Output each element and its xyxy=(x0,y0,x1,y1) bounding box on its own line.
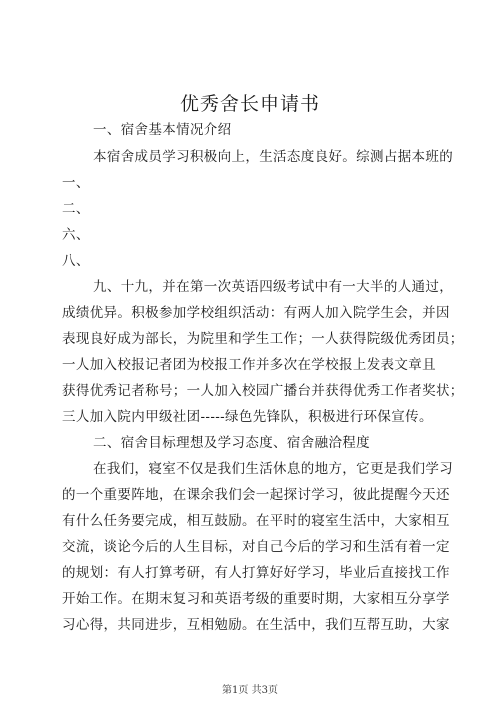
paragraph-line: 的规划：有人打算考研，有人打算好好学习，毕业后直接找工作 xyxy=(62,565,450,581)
paragraph-line: 一人加入校报记者团为校报工作并多次在学校报上发表文章且 xyxy=(62,357,436,373)
paragraph-line: 开始工作。在期末复习和英语考级的重要时期，大家相互分享学 xyxy=(62,591,450,607)
paragraph-line: 习心得，共同进步，互相勉励。在生活中，我们互帮互助，大家 xyxy=(62,617,450,633)
paragraph-line: 六、 xyxy=(62,227,90,243)
paragraph-line: 二、 xyxy=(62,201,90,217)
paragraph-line: 一、 xyxy=(62,175,90,191)
paragraph-line: 在我们，寝室不仅是我们生活休息的地方，它更是我们学习 xyxy=(93,461,454,477)
paragraph-line: 的一个重要阵地，在课余我们会一起探讨学习，彼此提醒今天还 xyxy=(62,487,450,503)
page-footer: 第1页 共3页 xyxy=(222,685,278,696)
paragraph-line: 有什么任务要完成，相互鼓励。在平时的寝室生活中，大家相互 xyxy=(62,513,450,529)
paragraph-line: 九、十九，并在第一次英语四级考试中有一大半的人通过， xyxy=(93,279,454,295)
paragraph-line: 成绩优异。积极参加学校组织活动：有两人加入院学生会，并因 xyxy=(62,305,450,321)
section-heading-1: 一、宿舍基本情况介绍 xyxy=(93,122,232,138)
paragraph-line: 获得优秀记者称号；一人加入校园广播台并获得优秀工作者奖状； xyxy=(62,383,464,399)
paragraph-line: 三人加入院内甲级社团-----绿色先锋队，积极进行环保宣传。 xyxy=(62,409,433,425)
paragraph-line: 表现良好成为部长，为院里和学生工作；一人获得院级优秀团员； xyxy=(62,331,464,347)
paragraph-line: 八、 xyxy=(62,253,90,269)
section-heading-2: 二、宿舍目标理想及学习态度、宿舍融洽程度 xyxy=(93,435,370,451)
document-title: 优秀舍长申请书 xyxy=(179,93,320,115)
paragraph-line: 本宿舍成员学习积极向上，生活态度良好。综测占据本班的 xyxy=(93,149,454,165)
paragraph-line: 交流，谈论今后的人生目标，对自己今后的学习和生活有着一定 xyxy=(62,539,450,555)
